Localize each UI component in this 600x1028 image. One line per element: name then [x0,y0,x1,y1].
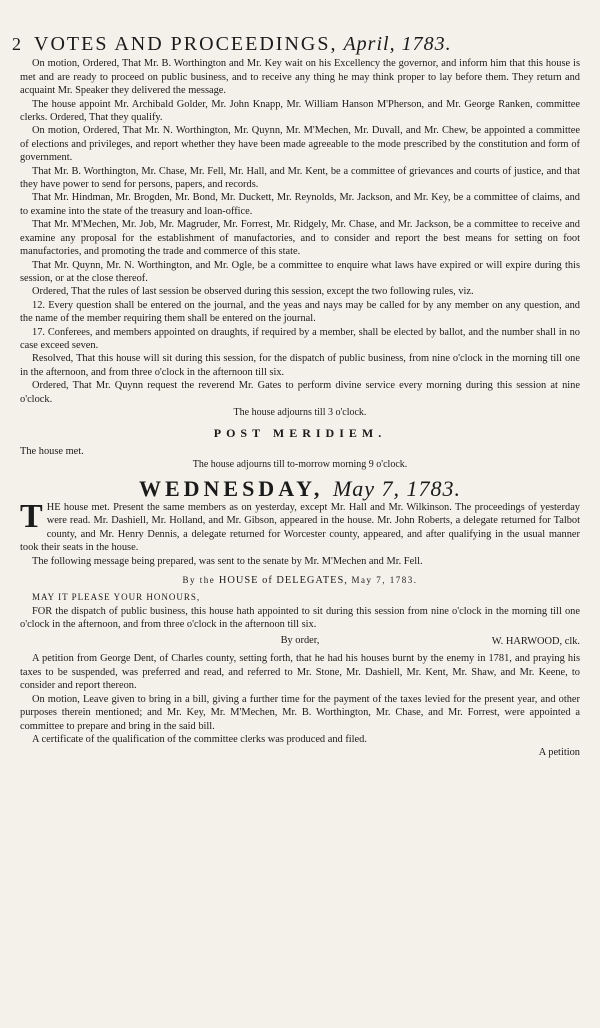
paragraph: A certificate of the qualification of the committee clerks was produced and filed. [32,733,367,745]
message-heading [20,574,580,587]
adjournment-note: The house adjourns till 3 o'clock. [233,406,367,418]
day-date: May 7, 1783. [332,475,462,501]
salutation: MAY IT PLEASE YOUR HONOURS, [32,592,201,603]
house-met-line: The house met. [20,445,84,457]
running-date: April, 1783. [343,33,452,55]
page-number: 2 [12,34,22,54]
paragraph-wednesday [20,498,580,555]
day-name: WEDNESDAY, [138,475,324,501]
paragraph: The house appoint Mr. Archibald Golder, Mr. John Knapp, Mr. William Hanson M'Pherson, and Mr. George Ranken, committee clerks. Ordered, That they qualify. [20,98,580,124]
paragraph: That Mr. Hindman, Mr. Brogden, Mr. Bond, Mr. Duckett, Mr. Reynolds, Mr. Jackson, and Mr. Key, be a committee of claims, and to examine into the state of the treasury and loan-office. [20,192,580,217]
message-date: May 7, 1783. [351,575,418,586]
paragraph: That Mr. M'Mechen, Mr. Job, Mr. Magruder, Mr. Forrest, Mr. Ridgely, Mr. Chase, and Mr. Jackson, be a committee to receive and examine any proposal for the establishment of manufactories, and to consider and report the best means for setting on foot manufactories, and promoting the trade and commerce of this state. [20,219,580,258]
paragraph: On motion, Ordered, That Mr. N. Worthington, Mr. Quynn, Mr. M'Mechen, Mr. Duvall, and Mr. Chew, be appointed a committee of elections and privileges, and report whether they have been made agreeable to the mode prescribed by the constitution and form of government. [20,125,580,164]
rule-paragraph: 12. Every question shall be entered on the journal, and the yeas and nays may be called for by any member on any question, and the name of the member requiring them shall be entered on the journal. [20,299,580,325]
paragraph: The following message being prepared, was sent to the senate by Mr. M'Mechen and Mr. Fell. [32,555,423,567]
rule-paragraph: 17. Conferees, and members appointed on draughts, if required by a member, shall be elected by ballot, and the number shall in no case exceed seven. [20,326,580,351]
paragraph: That Mr. B. Worthington, Mr. Chase, Mr. Fell, Mr. Hall, and Mr. Kent, be a committee of grievances and courts of justice, and that they have power to send for persons, papers, and records. [20,165,580,191]
by-order: By order, [280,634,320,646]
paragraph: Resolved, That this house will sit during this session, for the dispatch of public business, from nine o'clock in the morning till one in the afternoon, and from three o'clock in the afternoon till six. [20,353,580,378]
message-house: HOUSE of DELEGATES, [218,575,348,587]
paragraph: That Mr. Quynn, Mr. N. Worthington, and Mr. Ogle, be a committee to enquire what laws have expired or will expire during this session, or at the close thereof. [20,259,580,284]
adjournment-note: The house adjourns till to-morrow morning 9 o'clock. [192,459,408,471]
day-heading [20,475,580,501]
message-body: FOR the dispatch of public business, this house hath appointed to sit during this session from nine o'clock in the morning till one o'clock in the afternoon, and from three o'clock in the afternoon till six. [20,605,580,631]
message-by-the: By the [182,575,216,586]
post-meridiem-heading: POST MERIDIEM. [213,426,387,441]
paragraph: Ordered, That Mr. Quynn request the reverend Mr. Gates to perform divine service every morning during this session at nine o'clock. [20,380,580,405]
paragraph: On motion, Leave given to bring in a bill, giving a further time for the payment of the taxes levied for the present year, and other purposes therein mentioned; and Mr. Key, Mr. M'Mechen, Mr. B. Worthington, Mr. Chase, and Mr. Forrest, were appointed a committee to prepare and bring in the said bill. [20,693,580,732]
paragraph-text: HE house met. Present the same members as on yesterday, except Mr. Hall and Mr. Wilkinson. The proceedings of yesterday were read. Mr. Dashiell, Mr. Holland, and Mr. Gibson, appeared in the house. Mr. John Roberts, a delegate returned for Talbot county, and Mr. Henry Dennis, a delegate returned for Worcester county, appeared, and after qualifying in the usual manner took their seats in the house. [20,502,580,554]
catchword: A petition [538,747,580,759]
drop-cap: T [20,498,43,535]
running-title: VOTES AND PROCEEDINGS, [34,33,338,55]
page-header [12,33,580,55]
paragraph: Ordered, That the rules of last session be observed during this session, except the two following rules, viz. [32,286,474,298]
paragraph: On motion, Ordered, That Mr. B. Worthington and Mr. Key wait on his Excellency the governor, and inform him that this house is met and are ready to proceed on public business, and to receive any thing he may think proper to lay before them. They return and acquaint Mr. Speaker they delivered the message. [20,58,580,97]
document-page [12,0,580,760]
signature: W. HARWOOD, clk. [491,636,580,648]
paragraph: A petition from George Dent, of Charles county, setting forth, that he had his houses burnt by the enemy in 1781, and praying his taxes to be suspended, was preferred and read, and referred to Mr. Stone, Mr. Dashiell, Mr. Kent, Mr. Shaw, and Mr. Keene, to consider and report thereon. [20,653,580,692]
